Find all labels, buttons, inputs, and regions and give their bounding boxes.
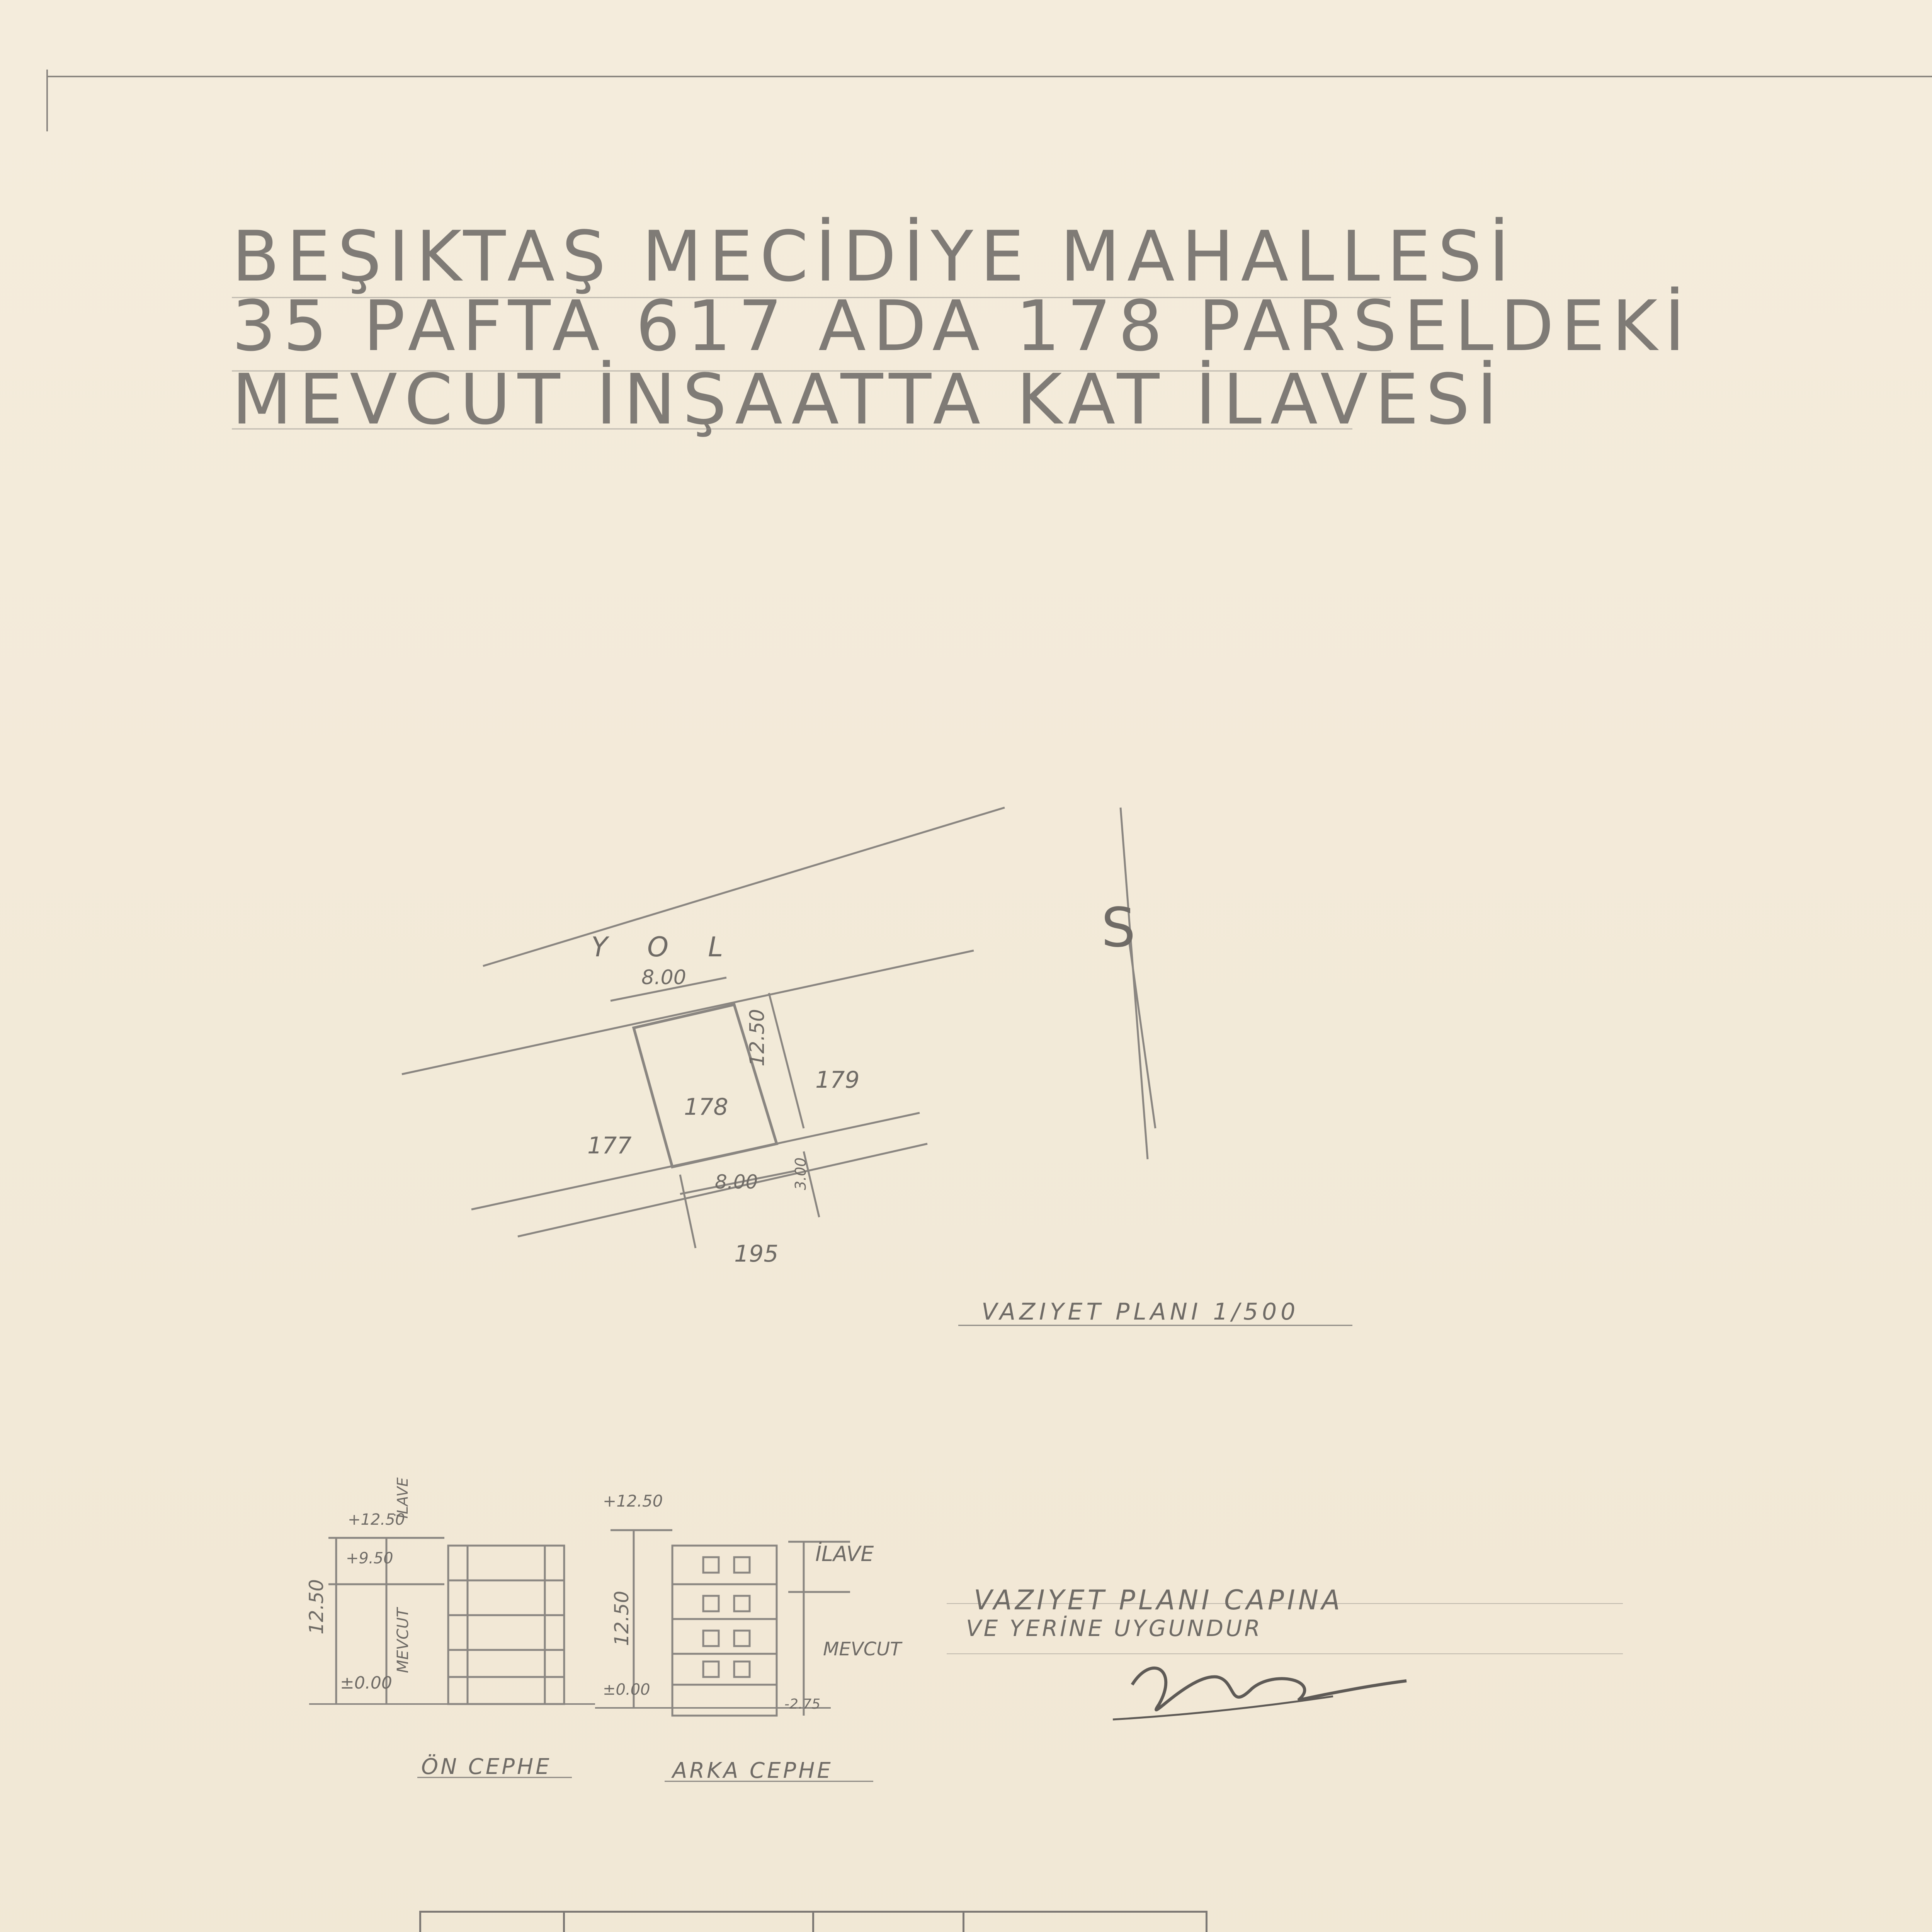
row-value-2 xyxy=(964,1912,1207,1932)
table-row xyxy=(420,1912,1207,1932)
title-line-1: BEŞIKTAŞ MECİDİYE MAHALLESİ xyxy=(232,216,1517,297)
signature-stroke xyxy=(1132,1668,1406,1710)
front-existing-label: MEVCUT xyxy=(394,1608,412,1673)
title-line-2: 35 PAFTA 617 ADA 178 PARSELDEKİ xyxy=(232,286,1692,367)
front-mid-level: +9.50 xyxy=(346,1549,393,1567)
front-base-level: ±0.00 xyxy=(340,1673,392,1693)
rear-total-height: 12.50 xyxy=(611,1590,633,1646)
front-top-level: +12.50 xyxy=(348,1511,405,1529)
site-plan-caption: VAZIYET PLANI 1/500 xyxy=(981,1298,1299,1325)
approval-line-1: VAZIYET PLANI CAPINA xyxy=(974,1584,1343,1616)
right-neighbor-parcel: 179 xyxy=(815,1066,860,1094)
rear-elevation-caption: ARKA CEPHE xyxy=(672,1758,833,1783)
rear-elevation-building xyxy=(672,1546,777,1716)
rear-basement-level: -2.75 xyxy=(784,1696,821,1712)
front-elevation-building xyxy=(448,1546,564,1704)
rear-base-level: ±0.00 xyxy=(603,1681,650,1699)
row-value xyxy=(564,1912,813,1932)
setback-dimension: 3.00 xyxy=(792,1157,809,1190)
north-symbol: S xyxy=(1101,896,1136,959)
front-addition-label: İLAVE xyxy=(394,1477,411,1519)
rear-addition-label: İLAVE xyxy=(815,1542,874,1566)
row-label xyxy=(420,1912,564,1932)
bottom-neighbor-parcel: 195 xyxy=(734,1240,779,1267)
road-edge-line xyxy=(402,951,974,1074)
top-dimension: 8.00 xyxy=(641,966,686,989)
row-label-2 xyxy=(813,1912,964,1932)
left-neighbor-parcel: 177 xyxy=(587,1132,632,1159)
building-info-table xyxy=(419,1911,1208,1932)
rear-top-level: +12.50 xyxy=(603,1492,663,1510)
parcel-number: 178 xyxy=(684,1094,728,1121)
title-line-3: MEVCUT İNŞAATTA KAT İLAVESİ xyxy=(232,359,1505,440)
front-elevation-caption: ÖN CEPHE xyxy=(421,1754,552,1779)
approval-line-2: VE YERİNE UYGUNDUR xyxy=(966,1615,1262,1641)
side-dimension: 12.50 xyxy=(746,1009,769,1066)
front-total-height: 12.50 xyxy=(305,1579,328,1634)
rear-existing-label: MEVCUT xyxy=(823,1638,901,1660)
bottom-dimension: 8.00 xyxy=(715,1171,758,1193)
road-label: Y O L xyxy=(591,931,739,963)
